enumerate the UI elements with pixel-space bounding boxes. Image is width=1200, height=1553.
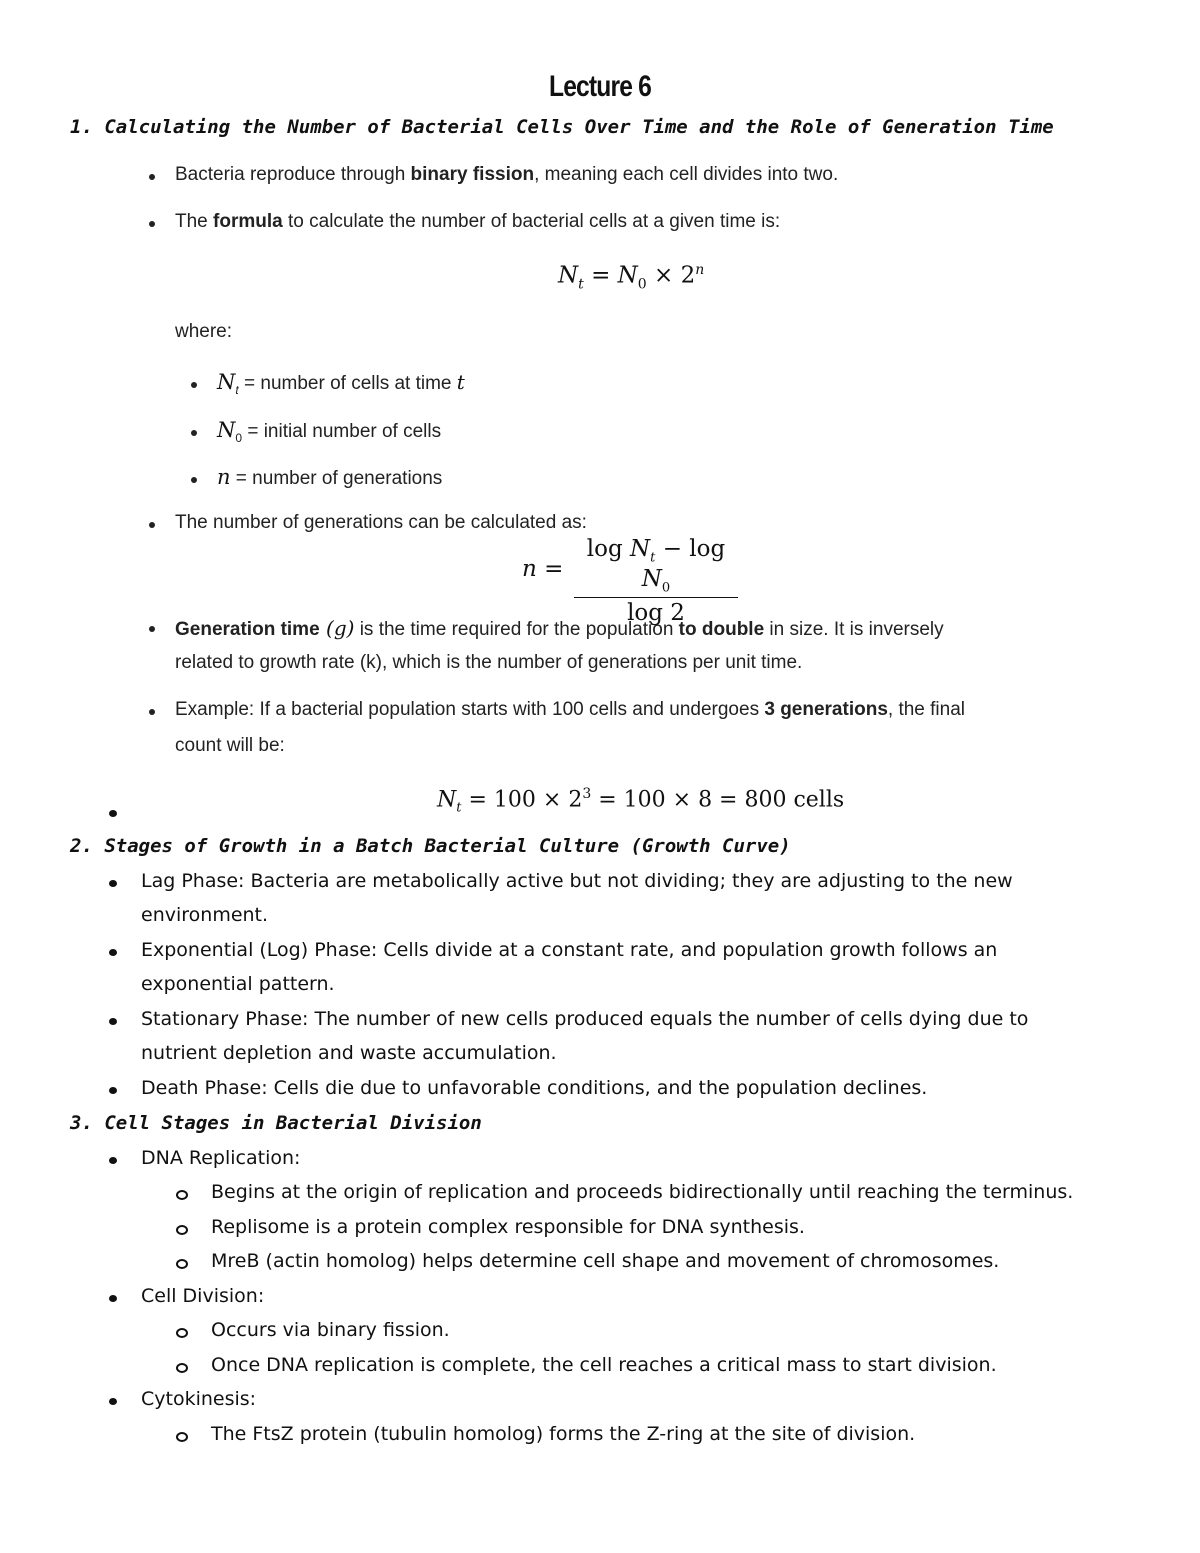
mreb-text: MreB (actin homolog) helps determine cell shape and movement of chromosomes. bbox=[211, 1250, 1000, 1272]
bullet bbox=[109, 810, 117, 817]
sub-bullet bbox=[176, 1190, 188, 1200]
bullet bbox=[191, 430, 197, 436]
bullet bbox=[109, 1295, 117, 1302]
fraction-numerator: $\log N_t - \log N_0$ bbox=[574, 536, 738, 598]
bullet bbox=[149, 221, 155, 227]
bullet bbox=[149, 174, 155, 180]
bullet bbox=[109, 1087, 117, 1094]
replisome-text: Replisome is a protein complex responsible for DNA synthesis. bbox=[211, 1216, 805, 1238]
stationary-phase-text-line2: nutrient depletion and waste accumulation. bbox=[141, 1042, 557, 1064]
fraction-denominator: log 2 bbox=[627, 600, 685, 627]
generations-formula-fraction bbox=[574, 536, 738, 626]
sub-bullet bbox=[176, 1432, 188, 1442]
generation-time-text: Generation time (g) is the time required for the population to double in size. It is inversely bbox=[175, 616, 944, 640]
generations-formula-lhs: n = bbox=[522, 556, 564, 582]
exponential-phase-text: Exponential (Log) Phase: Cells divide at a constant rate, and population growth follows an bbox=[141, 939, 998, 961]
bullet bbox=[109, 1157, 117, 1164]
binary-fission-text: Bacteria reproduce through binary fission, meaning each cell divides into two. bbox=[175, 164, 839, 185]
where-label: where: bbox=[175, 321, 233, 342]
binary-fission-sub-text: Occurs via binary fission. bbox=[211, 1319, 450, 1341]
lag-phase-text: Lag Phase: Bacteria are metabolically active but not dividing; they are adjusting to the new bbox=[141, 870, 1013, 892]
stationary-phase-text: Stationary Phase: The number of new cells produced equals the number of cells dying due to bbox=[141, 1008, 1029, 1030]
exponential-phase-text-line2: exponential pattern. bbox=[141, 973, 335, 995]
cytokinesis-label: Cytokinesis: bbox=[141, 1388, 257, 1410]
replication-origin-text: Begins at the origin of replication and proceeds bidirectionally until reaching the terminus. bbox=[211, 1181, 1074, 1203]
example-formula: $N_t = 100 \times 2^3 = 100 \times 8 = 800$ cells bbox=[437, 786, 845, 816]
bullet bbox=[109, 949, 117, 956]
cell-division-label: Cell Division: bbox=[141, 1285, 265, 1307]
example-text: Example: If a bacterial population starts with 100 cells and undergoes 3 generations, the final bbox=[175, 699, 965, 720]
ftsz-text: The FtsZ protein (tubulin homolog) forms the Z-ring at the site of division. bbox=[211, 1423, 916, 1445]
sub-bullet bbox=[176, 1259, 188, 1269]
bullet bbox=[191, 382, 197, 388]
bullet bbox=[149, 522, 155, 528]
example-text-line2: count will be: bbox=[175, 735, 285, 756]
bullet bbox=[149, 709, 155, 715]
section-1-heading: 1. Calculating the Number of Bacterial Cells Over Time and the Role of Generation Time bbox=[70, 116, 1054, 138]
bullet bbox=[191, 477, 197, 483]
definition-n: n = number of generations bbox=[217, 465, 443, 489]
critical-mass-text: Once DNA replication is complete, the cell reaches a critical mass to start division. bbox=[211, 1354, 997, 1376]
definition-nt: $N_t$ = number of cells at time t bbox=[217, 370, 465, 397]
bullet bbox=[109, 880, 117, 887]
page-title: Lecture 6 bbox=[548, 70, 651, 103]
bullet bbox=[109, 1398, 117, 1405]
formula-intro-text: The formula to calculate the number of bacterial cells at a given time is: bbox=[175, 211, 781, 232]
section-3-heading: 3. Cell Stages in Bacterial Division bbox=[70, 1112, 482, 1134]
generation-time-text-line2: related to growth rate (k), which is the number of generations per unit time. bbox=[175, 652, 803, 673]
lag-phase-text-line2: environment. bbox=[141, 904, 269, 926]
bullet bbox=[109, 1018, 117, 1025]
death-phase-text: Death Phase: Cells die due to unfavorable conditions, and the population declines. bbox=[141, 1077, 928, 1099]
definition-n0: $N_0$ = initial number of cells bbox=[217, 418, 442, 445]
sub-bullet bbox=[176, 1363, 188, 1373]
growth-formula: $N_t = N_0 \times 2^n$ bbox=[558, 262, 705, 293]
sub-bullet bbox=[176, 1225, 188, 1235]
sub-bullet bbox=[176, 1328, 188, 1338]
dna-replication-label: DNA Replication: bbox=[141, 1147, 301, 1169]
section-2-heading: 2. Stages of Growth in a Batch Bacterial Culture (Growth Curve) bbox=[70, 835, 791, 857]
bullet bbox=[149, 626, 155, 632]
generations-intro-text: The number of generations can be calculated as: bbox=[175, 512, 587, 533]
